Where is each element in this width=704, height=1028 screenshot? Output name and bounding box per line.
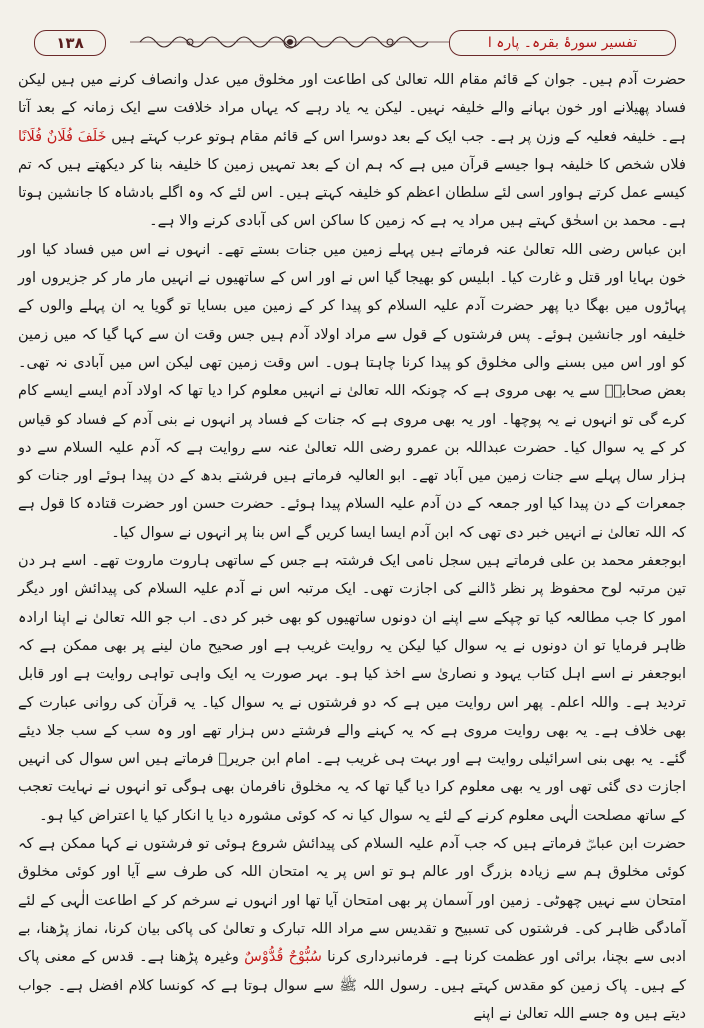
paragraph-text: ابوجعفر محمد بن علی فرماتے ہیں سجل نامی ایک فرشتہ ہے جس کے ساتھی ہاروت ماروت تھے۔ اسے ہر دن تین مرتبہ لوح محفوظ پر نظر ڈالنے کی اجازت تھی۔ ایک مرتبہ اس نے آدم علیہ السلام کی پیدائش اور دیگر امور کا جب مطالعہ کیا تو چپکے سے اپنے ان دونوں ساتھیوں کو بھی خبر کر دی۔ اب جو اللہ تعالیٰ نے اپنا ارادہ ظاہر فرمایا تو ان دونوں نے یہ سوال کیا لیکن یہ روایت غریب ہے اور صحیح مان لینے پر بھی ممکن ہے کہ ابوجعفر نے اسے اہل کتاب یہود و نصاریٰ سے اخذ کیا ہو۔ بہر صورت یہ ایک واہی تواہی روایت ہے اور قابل تردید ہے۔ واللہ اعلم۔ پھر اس روایت میں ہے کہ دو فرشتوں نے یہ سوال کیا۔ یہ قرآن کی روانی عبارت کے بھی خلاف ہے۔ یہ بھی روایت مروی ہے کہ یہ کہنے والے فرشتے دس ہزار تھے اور وہ سب کے سب جلا دیئے گئے۔ یہ بھی بنی اسرائیلی روایت ہے اور بہت ہی غریب ہے۔ امام ابن جریرؒ فرماتے ہیں اس سوال کی انہیں اجازت دی گئی تھی اور یہ بھی معلوم کرا دیا گیا تھا کہ یہ مخلوق نافرمان بھی ہوگی تو انہوں نے نہایت تعجب کے ساتھ مصلحت الٰہی معلوم کرنے کے لئے یہ سوال کیا نہ کہ کوئی مشورہ دیا یا انکار کیا یا اعتراض کیا ہو۔ bbox=[18, 553, 686, 824]
paragraph-text: فلاں شخص کا خلیفہ ہوا جیسے قرآن میں ہے کہ ہم ان کے بعد تمہیں زمین کا خلیفہ بنا کر دیکھتے ہیں کہ تم کیسے عمل کرتے ہواور اسی لئے سلطان اعظم کو خلیفہ کہتے ہیں۔ اس لئے کہ وہ اگلے بادشاہ کا جانشین ہوتا ہے۔ محمد بن اسحٰق کہتے ہیں مراد یہ ہے کہ زمین کا ساکن اس کی آبادی کرنے والا ہے۔ bbox=[18, 156, 686, 230]
paragraph-text: وغیرہ پڑھنا ہے۔ قدس کے معنی پاک کے ہیں۔ پاک زمین کو مقدس کہتے ہیں۔ رسول اللہ ﷺ سے سوال ہوتا ہے کہ کونسا کلام افضل ہے۔ جواب دیتے ہیں وہ جسے اللہ تعالیٰ نے اپنے bbox=[18, 949, 686, 1022]
paragraph-text: حضرت آدم ہیں۔ جوان کے قائم مقام اللہ تعالیٰ کی اطاعت اور مخلوق میں عدل وانصاف کرنے میں ہیں لیکن فساد پھیلانے اور خون بہانے والے خلیفہ نہیں۔ لیکن یہ یاد رہے کہ یہاں مراد خلافت سے ایک زمانہ کے بعد آتا ہے۔ خلیفہ فعلیہ کے وزن پر ہے۔ جب ایک کے بعد دوسرا اس کے قائم مقام ہوتو عرب کہتے ہیں bbox=[18, 72, 686, 145]
arabic-phrase: سُبُّوْحٌ قُدُّوْسٌ bbox=[244, 949, 322, 966]
paragraph bbox=[18, 236, 686, 547]
page-number: ۱۳۸ bbox=[34, 30, 106, 56]
paragraph bbox=[18, 547, 686, 830]
paragraph bbox=[18, 66, 686, 236]
paragraph-text: ابن عباس رضی اللہ تعالیٰ عنہ فرماتے ہیں پہلے زمین میں جنات بستے تھے۔ انہوں نے اس میں فساد کیا اور خون بہایا اور قتل و غارت کیا۔ ابلیس کو بھیجا گیا اس نے اور اس کے ساتھیوں نے انہیں مار مار کر جزیروں اور پہاڑوں میں بھگا دیا پھر حضرت آدم علیہ السلام کو پیدا کر کے زمین میں بسایا تو گویا یہ ان پہلے والوں کے خلیفہ اور جانشین ہوئے۔ پس فرشتوں کے قول سے مراد اولاد آدم ہیں جس وقت ان سے کہا گیا کہ میں زمین کو اور اس میں بسنے والی مخلوق کو پیدا کرنا چاہتا ہوں۔ اس وقت زمین تھی لیکن اس میں آبادی نہ تھی۔ بعض صحابہؓ سے یہ بھی مروی ہے کہ چونکہ اللہ تعالیٰ نے انہیں معلوم کرا دیا تھا کہ اولاد آدم ایسے ایسے کام کرے گی تو انہوں نے یہ پوچھا۔ اور یہ بھی مروی ہے کہ جنات کے فساد پر انہوں نے بنی آدم کے فساد کو قیاس کر کے یہ سوال کیا۔ حضرت عبداللہ بن عمرو رضی اللہ تعالیٰ عنہ سے روایت ہے کہ آدم علیہ السلام سے دو ہزار سال پہلے سے جنات زمین میں آباد تھے۔ ابو العالیہ فرماتے ہیں فرشتے بدھ کے دن پیدا ہوئے اور جنات کو جمعرات کے دن پیدا کیا اور جمعہ کے دن آدم علیہ السلام پیدا ہوئے۔ حضرت حسن اور حضرت قتادہ کا قول ہے کہ اللہ تعالیٰ نے انہیں خبر دی تھی کہ ابن آدم ایسا ایسا کریں گے اس بنا پر انہوں نے سوال کیا۔ bbox=[18, 241, 686, 541]
arabic-phrase: خَلَفَ فُلَانٌ فُلَانًا bbox=[18, 128, 107, 145]
paragraph bbox=[18, 830, 686, 1028]
decorative-border-ornament bbox=[130, 31, 450, 53]
page-title: تفسیر سورۂ بقرہ۔ پارہ ا bbox=[449, 30, 676, 56]
paragraph-text: حضرت ابن عباسؓ فرماتے ہیں کہ جب آدم علیہ السلام کی پیدائش شروع ہوئی تو فرشتوں نے کہا ممکن ہے کہ کوئی مخلوق ہم سے زیادہ بزرگ اور عالم ہو تو اس پر یہ امتحان اللہ کی طرف سے آیا اور کوئی مخلوق امتحان سے نہیں چھوٹی۔ زمین اور آسمان پر بھی امتحان آیا تھا اور انہوں نے سرخم کر کے اطاعت الٰہی کے لئے آمادگی ظاہر کی۔ فرشتوں کی تسبیح و تقدیس سے مراد اللہ تبارک و تعالیٰ کی پاکی بیان کرنا، نماز پڑھنا، بے ادبی سے بچنا، برائی اور عظمت کرنا ہے۔ فرمانبرداری کرنا bbox=[18, 836, 687, 966]
page-header bbox=[18, 30, 686, 56]
document-body bbox=[18, 66, 687, 1022]
